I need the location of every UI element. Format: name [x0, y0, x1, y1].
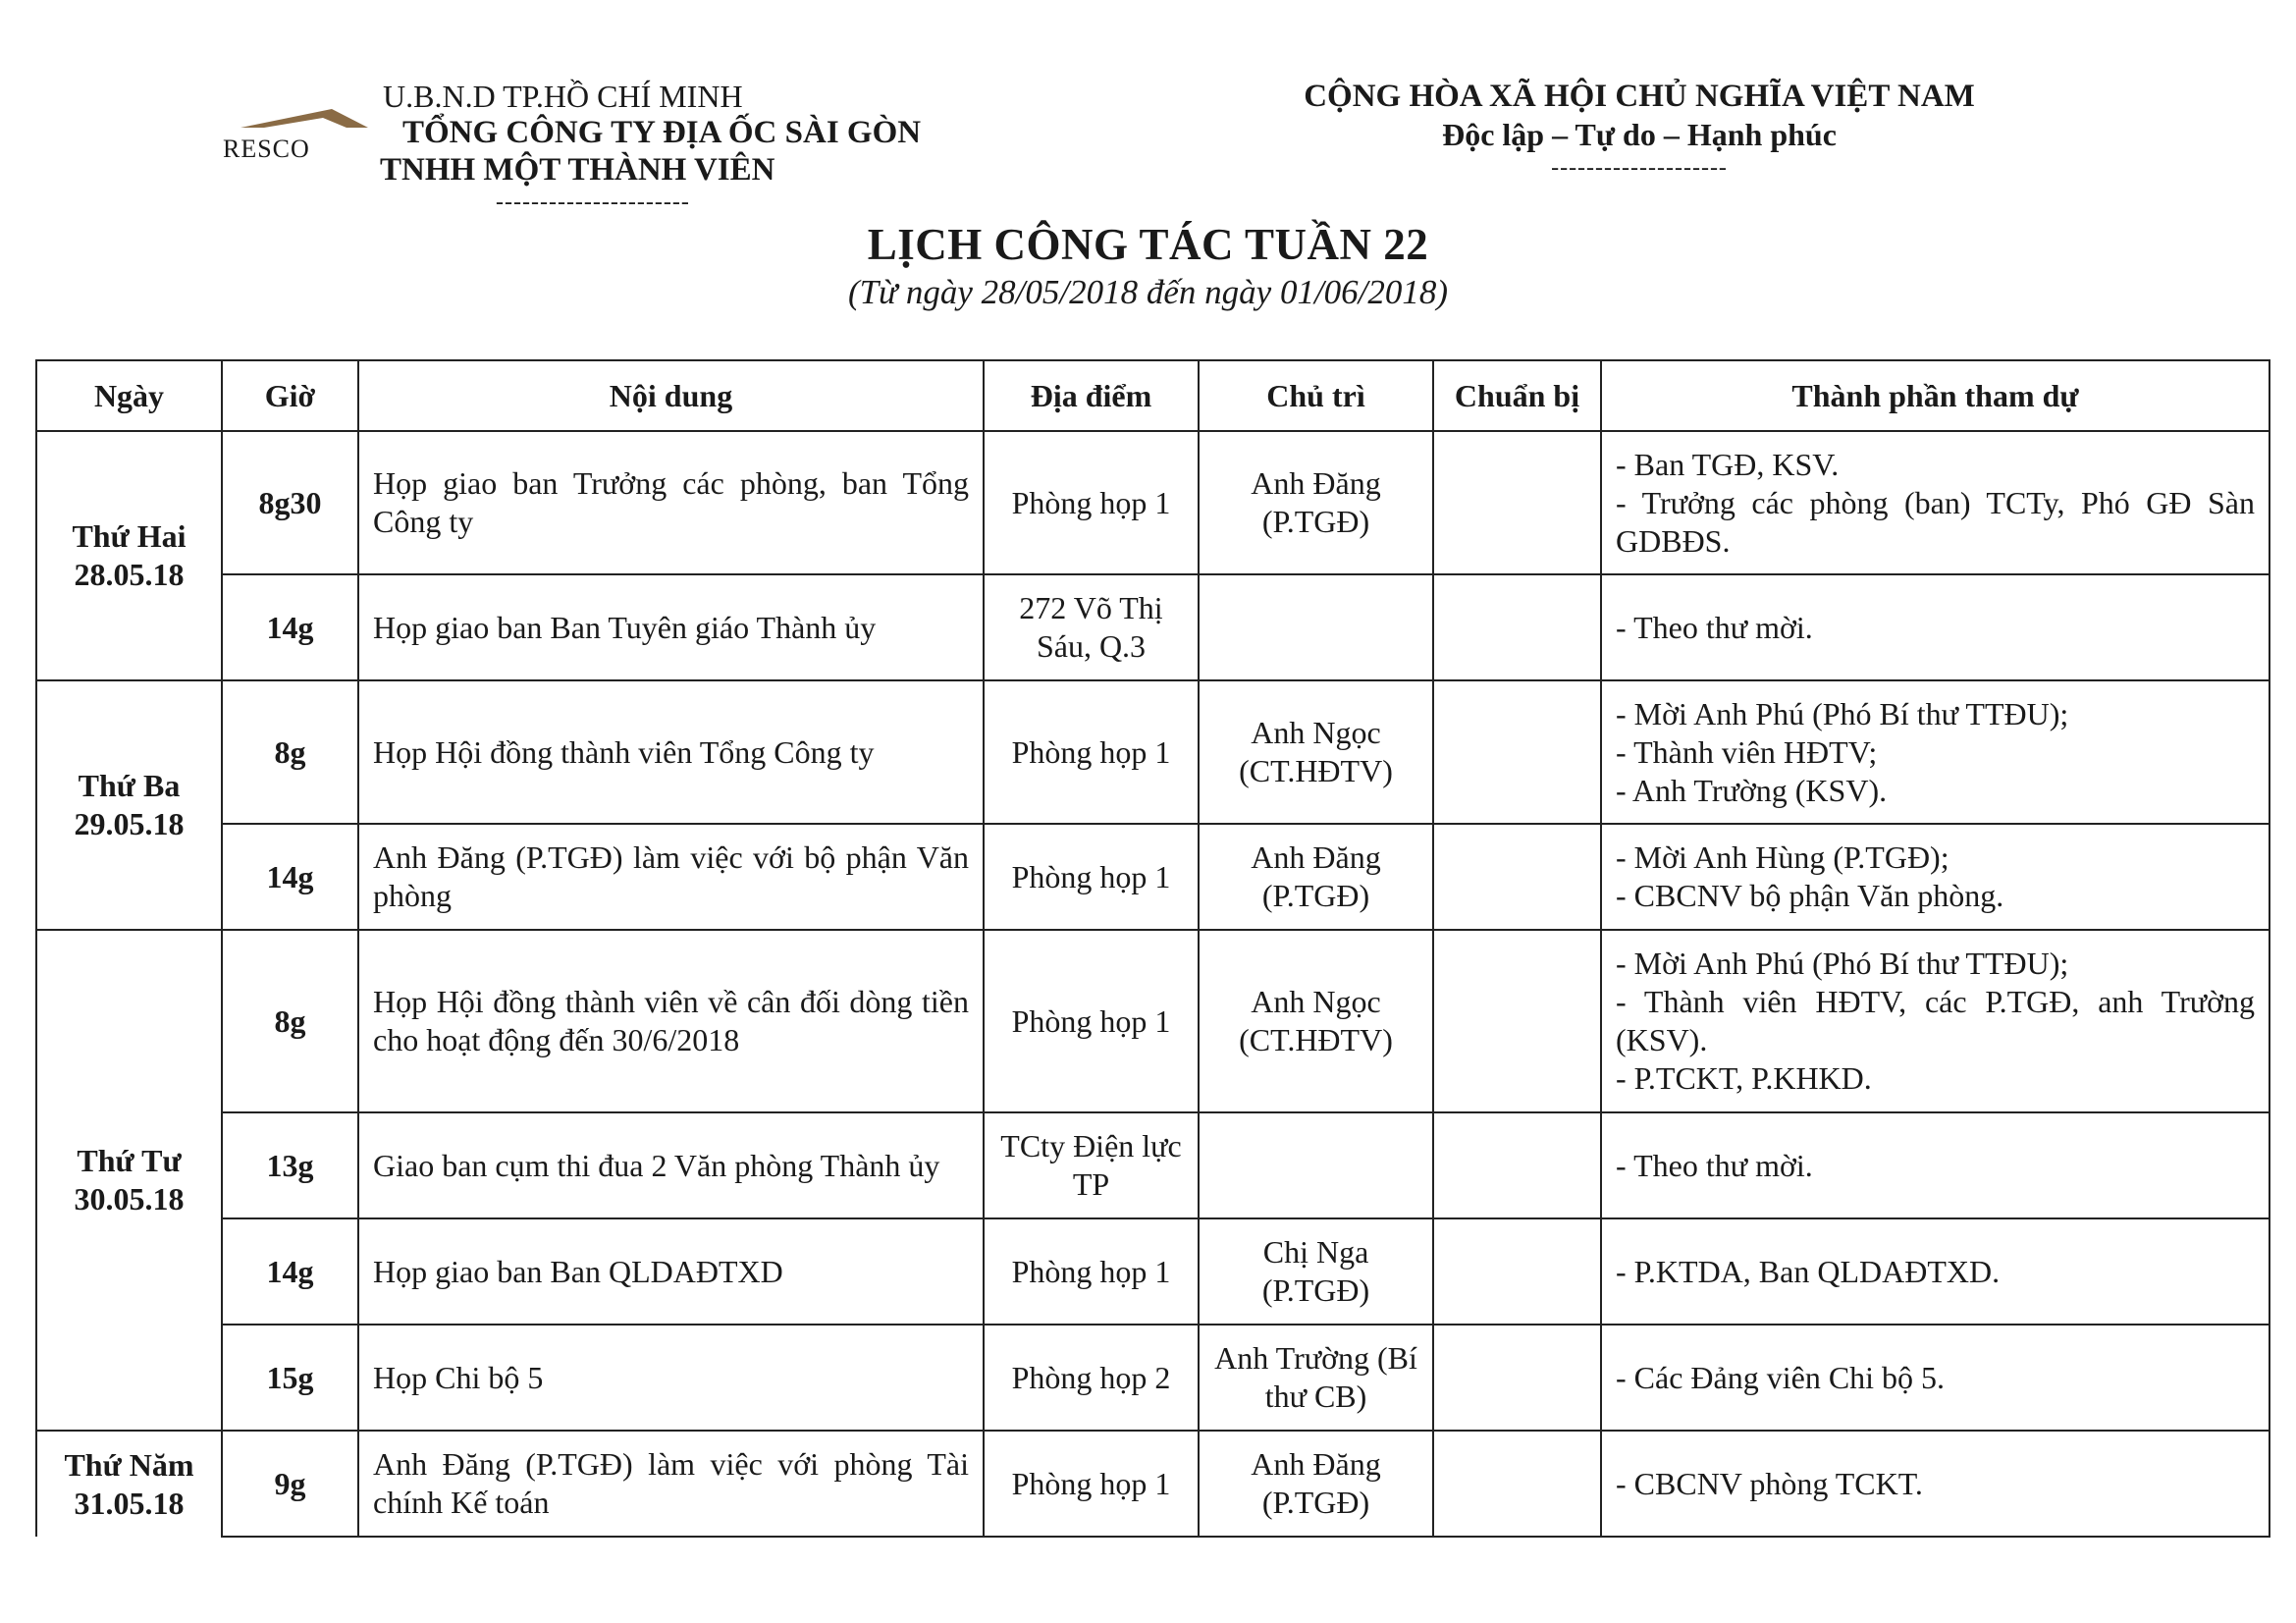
- host-cell: Chị Nga (P.TGĐ): [1199, 1218, 1433, 1325]
- day-date: 29.05.18: [74, 806, 185, 841]
- place-cell: Phòng họp 1: [984, 1431, 1199, 1537]
- day-date: 28.05.18: [74, 557, 185, 592]
- logo-text: RESCO: [223, 135, 310, 161]
- column-header: Nội dung: [358, 360, 984, 431]
- prep-cell: [1433, 1218, 1601, 1325]
- place-cell: Phòng họp 1: [984, 824, 1199, 930]
- attendees-cell: [1601, 1431, 2269, 1537]
- attendee-line: - CBCNV phòng TCKT.: [1616, 1465, 1923, 1501]
- attendee-line: - Ban TGĐ, KSV.: [1616, 446, 1840, 482]
- table-row: [36, 1112, 2269, 1218]
- attendees-cell: [1601, 824, 2269, 930]
- place-cell: Phòng họp 1: [984, 1218, 1199, 1325]
- attendees-cell: [1601, 431, 2269, 574]
- place-cell: Phòng họp 2: [984, 1325, 1199, 1431]
- content-cell: Họp Hội đồng thành viên về cân đối dòng tiền cho hoạt động đến 30/6/2018: [358, 930, 984, 1112]
- table-row: [36, 1431, 2269, 1537]
- column-header: Chủ trì: [1199, 360, 1433, 431]
- prep-cell: [1433, 930, 1601, 1112]
- table-row: [36, 930, 2269, 1112]
- attendee-line: - Mời Anh Hùng (P.TGĐ);: [1616, 839, 1949, 875]
- host-cell: [1199, 574, 1433, 680]
- host-cell: [1199, 1112, 1433, 1218]
- time-cell: 15g: [222, 1325, 358, 1431]
- attendees-cell: [1601, 1218, 2269, 1325]
- time-cell: 8g30: [222, 431, 358, 574]
- header-right-divider: --------------------: [1551, 155, 1728, 181]
- place-cell: Phòng họp 1: [984, 431, 1199, 574]
- host-cell: Anh Đăng (P.TGĐ): [1199, 431, 1433, 574]
- day-cell: [36, 930, 222, 1431]
- table-header-row: [36, 360, 2269, 431]
- place-cell: 272 Võ Thị Sáu, Q.3: [984, 574, 1199, 680]
- table-body: [36, 431, 2269, 1537]
- content-cell: Họp giao ban Ban QLDAĐTXD: [358, 1218, 984, 1325]
- content-cell: Họp giao ban Ban Tuyên giáo Thành ủy: [358, 574, 984, 680]
- prep-cell: [1433, 574, 1601, 680]
- host-cell: Anh Ngọc (CT.HĐTV): [1199, 680, 1433, 824]
- day-date: 30.05.18: [74, 1181, 185, 1217]
- time-cell: 13g: [222, 1112, 358, 1218]
- content-cell: Họp Hội đồng thành viên Tổng Công ty: [358, 680, 984, 824]
- authority-line: U.B.N.D TP.HỒ CHÍ MINH: [383, 79, 743, 114]
- day-cell: [36, 1431, 222, 1537]
- title-block: [0, 218, 2296, 314]
- header-right: [1296, 77, 1983, 183]
- host-cell: Anh Đăng (P.TGĐ): [1199, 1431, 1433, 1537]
- prep-cell: [1433, 824, 1601, 930]
- schedule-table: [35, 359, 2270, 1538]
- attendee-line: - P.KTDA, Ban QLDAĐTXD.: [1616, 1253, 2001, 1289]
- column-header: Ngày: [36, 360, 222, 431]
- content-cell: Giao ban cụm thi đua 2 Văn phòng Thành ủy: [358, 1112, 984, 1218]
- resco-logo: [221, 92, 388, 161]
- time-cell: 14g: [222, 1218, 358, 1325]
- company-name: TỔNG CÔNG TY ĐỊA ỐC SÀI GÒN: [402, 115, 922, 150]
- prep-cell: [1433, 431, 1601, 574]
- table-row: [36, 680, 2269, 824]
- day-name: Thứ Hai: [72, 518, 187, 554]
- national-motto: Độc lập – Tự do – Hạnh phúc: [1442, 117, 1837, 152]
- attendee-line: - Anh Trường (KSV).: [1616, 772, 1888, 808]
- place-cell: Phòng họp 1: [984, 680, 1199, 824]
- time-cell: 8g: [222, 680, 358, 824]
- prep-cell: [1433, 1112, 1601, 1218]
- column-header: Thành phần tham dự: [1601, 360, 2269, 431]
- table-row: [36, 574, 2269, 680]
- time-cell: 8g: [222, 930, 358, 1112]
- column-header: Chuẩn bị: [1433, 360, 1601, 431]
- document-subtitle: (Từ ngày 28/05/2018 đến ngày 01/06/2018): [847, 273, 1449, 311]
- day-cell: [36, 680, 222, 930]
- time-cell: 9g: [222, 1431, 358, 1537]
- national-title: CỘNG HÒA XÃ HỘI CHỦ NGHĨA VIỆT NAM: [1304, 79, 1975, 114]
- company-type: TNHH MỘT THÀNH VIÊN: [380, 152, 775, 188]
- attendee-line: - CBCNV bộ phận Văn phòng.: [1616, 878, 2004, 913]
- content-cell: Họp Chi bộ 5: [358, 1325, 984, 1431]
- host-cell: Anh Ngọc (CT.HĐTV): [1199, 930, 1433, 1112]
- time-cell: 14g: [222, 574, 358, 680]
- day-name: Thứ Năm: [64, 1446, 194, 1483]
- column-header: Giờ: [222, 360, 358, 431]
- content-cell: Anh Đăng (P.TGĐ) làm việc với bộ phận Văn phòng: [358, 824, 984, 930]
- attendee-line: - Mời Anh Phú (Phó Bí thư TTĐU);: [1616, 946, 2069, 981]
- attendee-line: - Theo thư mời.: [1616, 609, 1813, 645]
- place-cell: Phòng họp 1: [984, 930, 1199, 1112]
- table-row: [36, 1325, 2269, 1431]
- table-row: [36, 1218, 2269, 1325]
- attendee-line: - Theo thư mời.: [1616, 1147, 1813, 1183]
- content-cell: Anh Đăng (P.TGĐ) làm việc với phòng Tài chính Kế toán: [358, 1431, 984, 1537]
- prep-cell: [1433, 680, 1601, 824]
- attendees-cell: [1601, 680, 2269, 824]
- host-cell: Anh Đăng (P.TGĐ): [1199, 824, 1433, 930]
- attendee-line: - Thành viên HĐTV, các P.TGĐ, anh Trường (KSV).: [1616, 984, 2255, 1057]
- attendees-cell: [1601, 1112, 2269, 1218]
- attendee-line: - Thành viên HĐTV;: [1616, 733, 1878, 770]
- day-name: Thứ Tư: [77, 1143, 182, 1178]
- attendee-line: - Các Đảng viên Chi bộ 5.: [1616, 1359, 1946, 1395]
- day-date: 31.05.18: [74, 1485, 185, 1521]
- document-title: LỊCH CÔNG TÁC TUẦN 22: [867, 220, 1429, 269]
- attendee-line: - Mời Anh Phú (Phó Bí thư TTĐU);: [1616, 695, 2069, 731]
- prep-cell: [1433, 1431, 1601, 1537]
- day-cell: [36, 431, 222, 680]
- host-cell: Anh Trường (Bí thư CB): [1199, 1325, 1433, 1431]
- column-header: Địa điểm: [984, 360, 1199, 431]
- time-cell: 14g: [222, 824, 358, 930]
- header-left-divider: ----------------------: [496, 189, 690, 215]
- prep-cell: [1433, 1325, 1601, 1431]
- attendees-cell: [1601, 1325, 2269, 1431]
- place-cell: TCty Điện lực TP: [984, 1112, 1199, 1218]
- attendee-line: - Trưởng các phòng (ban) TCTy, Phó GĐ Sàn GDBĐS.: [1616, 484, 2255, 559]
- attendees-cell: [1601, 930, 2269, 1112]
- content-cell: Họp giao ban Trưởng các phòng, ban Tổng Công ty: [358, 431, 984, 574]
- table-row: [36, 431, 2269, 574]
- attendees-cell: [1601, 574, 2269, 680]
- day-name: Thứ Ba: [78, 768, 181, 803]
- table-row: [36, 824, 2269, 930]
- attendee-line: - P.TCKT, P.KHKD.: [1616, 1060, 1872, 1096]
